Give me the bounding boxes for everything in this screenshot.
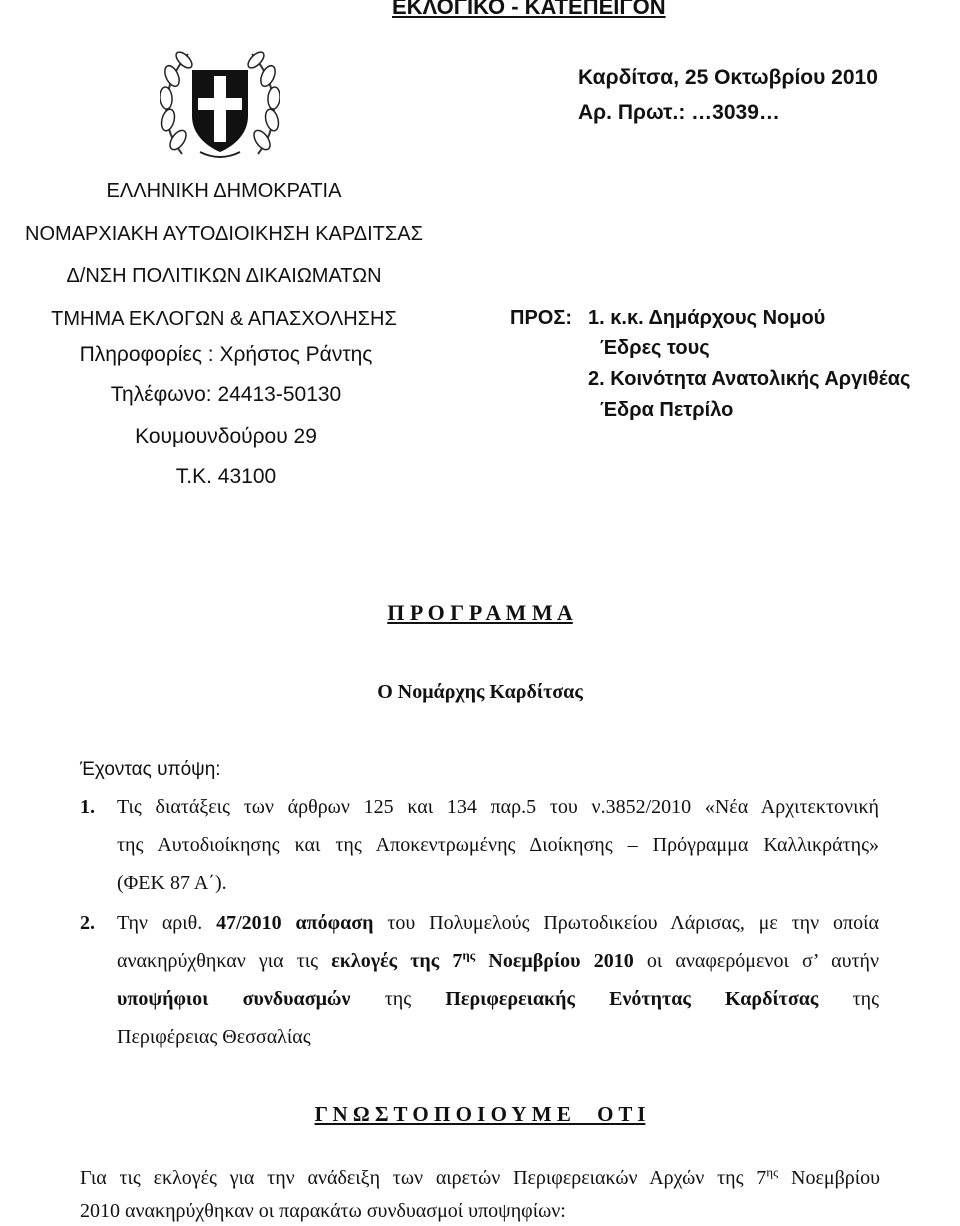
sender-country: ΕΛΛΗΝΙΚΗ ΔΗΜΟΚΡΑΤΙΑ: [106, 180, 342, 202]
sender-directorate: Δ/ΝΣΗ ΠΟΛΙΤΙΚΩΝ ΔΙΚΑΙΩΜΑΤΩΝ: [66, 265, 382, 287]
item-1-line-2: της Αυτοδιοίκησης και της Αποκεντρωμένης Διοίκησης – Πρόγραμμα Καλλικράτης»: [117, 834, 879, 856]
sender-phone: Τηλέφωνο: 24413-50130: [110, 383, 342, 406]
date-line: Καρδίτσα, 25 Οκτωβρίου 2010: [578, 66, 878, 89]
recipient-1: 1. κ.κ. Δημάρχους Νομού: [588, 307, 826, 329]
announcement-heading: Γ Ν Ω Σ Τ Ο Π Ο Ι Ο Υ Μ Ε Ο Τ Ι: [314, 1102, 646, 1126]
urgent-header: ΕΚΛΟΓΙΚΟ - ΚΑΤΕΠΕΙΓΟΝ: [392, 0, 666, 19]
decision-number: 47/2010 απόφαση: [216, 912, 374, 934]
sender-block: [0, 180, 448, 351]
recipient-1-seat: Έδρες τους: [600, 337, 710, 359]
item-2-line-1: Την αριθ. 47/2010 απόφαση του Πολυμελούς Πρωτοδικείου Λάρισας, με την οποία: [117, 912, 879, 934]
issuer: Ο Νομάρχης Καρδίτσας: [377, 681, 583, 703]
considering-heading: Έχοντας υπόψη:: [80, 759, 221, 780]
item-2-line-2: ανακηρύχθηκαν για τις εκλογές της $7^{\eta\varsigma}$ Νοεμβρίου 2010 οι αναφερόμενοι σ’ αυτήν: [117, 947, 880, 972]
sender-department: ΤΜΗΜΑ ΕΚΛΟΓΩΝ & ΑΠΑΣΧΟΛΗΣΗΣ: [51, 308, 397, 330]
item-2-number: 2.: [80, 912, 95, 934]
recipients-label: ΠΡΟΣ:: [510, 307, 573, 329]
election-date-part2: Νοεμβρίου 2010: [488, 950, 634, 972]
item-2-line-4: Περιφέρειας Θεσσαλίας: [117, 1026, 311, 1048]
recipient-2: 2. Κοινότητα Ανατολικής Αργιθέας: [588, 368, 911, 390]
election-date-part1: εκλογές της $7^{\eta\varsigma}$: [331, 947, 476, 972]
item-1-number: 1.: [80, 796, 95, 818]
sender-contact-person: Πληροφορίες : Χρήστος Ράντης: [79, 343, 373, 366]
final-line-1: Για τις εκλογές για την ανάδειξη των αιρετών Περιφερειακών Αρχών της $7^{\eta\varsigma}$ Νοεμβρίου: [80, 1164, 881, 1189]
sender-postal-code: Τ.Κ. 43100: [175, 465, 277, 488]
sender-address: Κουμουνδούρου 29: [135, 425, 317, 448]
item-1-line-3: (ΦΕΚ 87 Α΄).: [117, 872, 227, 894]
recipient-2-seat: Έδρα Πετρίλο: [600, 399, 734, 421]
item-2-line-3: υποψήφιοι συνδυασμών της Περιφερειακής Ενότητας Καρδίτσας της: [117, 988, 880, 1010]
greek-coat-of-arms-emblem: [160, 46, 280, 164]
document-title: Π Ρ Ο Γ Ρ Α Μ Μ Α: [387, 600, 573, 625]
sender-authority: ΝΟΜΑΡΧΙΑΚΗ ΑΥΤΟΔΙΟΙΚΗΣΗ ΚΑΡΔΙΤΣΑΣ: [25, 223, 423, 245]
protocol-number: Αρ. Πρωτ.: …3039…: [578, 101, 780, 124]
final-line-2: 2010 ανακηρύχθηκαν οι παρακάτω συνδυασμοί υποψηφίων:: [80, 1200, 566, 1222]
item-1-line-1: Τις διατάξεις των άρθρων 125 και 134 παρ.5 του ν.3852/2010 «Νέα Αρχιτεκτονική: [117, 796, 879, 818]
